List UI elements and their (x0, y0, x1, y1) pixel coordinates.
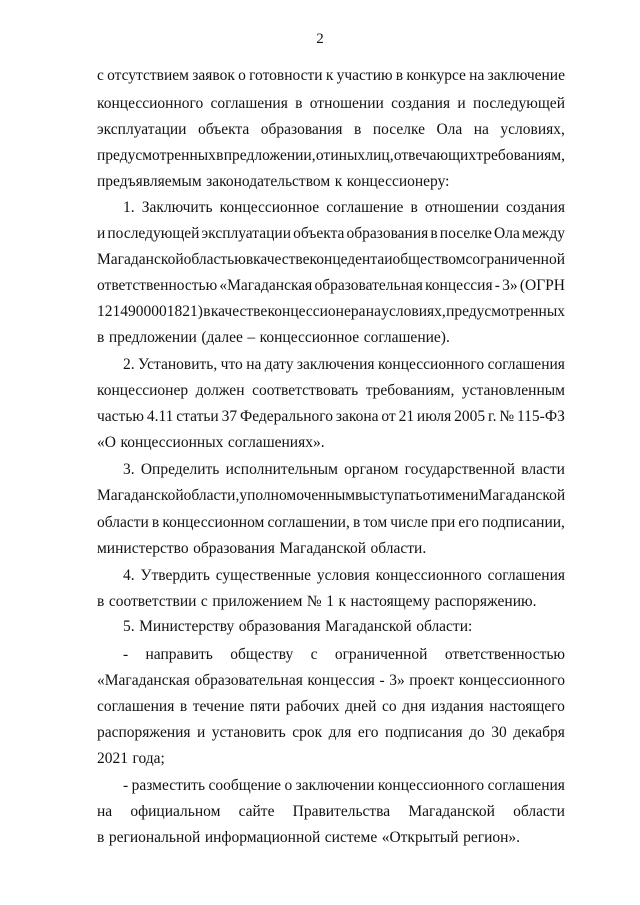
word: качестве (253, 251, 310, 268)
word: образования (260, 121, 343, 138)
word: в (410, 199, 418, 216)
word: от (422, 487, 437, 504)
word: при (430, 514, 456, 531)
text-line (97, 120, 565, 140)
word: эксплуатации (201, 225, 291, 242)
word: Магаданской (325, 618, 412, 635)
word: рабочих (285, 698, 340, 715)
word: со (381, 698, 397, 715)
word: в (430, 225, 438, 242)
word: Магаданской (97, 487, 184, 504)
word: между (521, 225, 565, 242)
word: от (315, 147, 331, 164)
text-line (97, 671, 565, 691)
word: до (469, 724, 485, 741)
word: заключения (296, 356, 375, 373)
word: региональной (108, 829, 201, 846)
word: условия (316, 567, 370, 584)
word: «Магаданская (219, 277, 313, 294)
word: иных (330, 147, 366, 164)
text-line (123, 776, 565, 796)
word: и (197, 724, 206, 741)
word: образовательная (314, 277, 423, 294)
word: - (494, 277, 500, 294)
text-line (97, 433, 565, 453)
word: 1 (326, 593, 334, 610)
word: поселке (439, 225, 492, 242)
word: его (357, 724, 379, 741)
word: на (97, 803, 113, 820)
word: с (97, 67, 104, 84)
text-line (123, 198, 565, 218)
text-line (97, 328, 565, 348)
word: концессионного (458, 672, 565, 689)
word: 2. (123, 356, 135, 373)
word: конкурсе (406, 67, 466, 84)
word: о (238, 67, 246, 84)
text-line (97, 94, 565, 114)
word: имени (436, 487, 479, 504)
word: в (179, 698, 188, 715)
word: последующей (472, 95, 565, 112)
word: 37 (221, 408, 238, 425)
text-line (123, 617, 565, 637)
word: концессионном (162, 514, 265, 531)
word: – (247, 329, 256, 346)
word: уполномоченным (239, 487, 356, 504)
text-line (97, 172, 565, 192)
word: предусмотренных (97, 147, 216, 164)
word: Магаданской (279, 540, 366, 557)
word: 21 (398, 408, 415, 425)
word: подписании, (482, 514, 565, 531)
word: концессионное (219, 199, 320, 216)
word: концессионного (377, 777, 485, 794)
word: в (97, 593, 105, 610)
word: «Открытый (381, 829, 459, 846)
word: издания (431, 698, 484, 715)
word: 30 (491, 724, 507, 741)
word: «О (97, 434, 116, 451)
word: заключении (295, 777, 375, 794)
word: частью (97, 408, 144, 425)
word: предъявляемым (97, 173, 202, 190)
word: 4. (123, 567, 135, 584)
word: заключение (487, 67, 565, 84)
word: сообщение (208, 777, 282, 794)
word: государственной (404, 461, 516, 478)
word: с (200, 593, 208, 610)
word: требованиям, (365, 382, 455, 399)
word: исполнительным (225, 461, 338, 478)
word: в (295, 95, 303, 112)
word: (ОГРН (519, 277, 565, 294)
text-line (123, 566, 565, 586)
word: в (395, 67, 404, 84)
word: обществу (230, 646, 294, 663)
word: распоряжению. (434, 593, 537, 610)
word: декабря (513, 724, 565, 741)
word: 5. (123, 618, 135, 635)
word: на (473, 121, 489, 138)
word: отношении (424, 199, 499, 216)
word: соглашения (210, 95, 288, 112)
word: системе (324, 829, 378, 846)
page-number: 2 (316, 31, 324, 47)
word: проект (409, 672, 455, 689)
word: настоящего (489, 698, 565, 715)
word: условиях, (381, 303, 446, 320)
word: последующей (107, 225, 200, 242)
word: области (513, 803, 565, 820)
word: с (310, 646, 318, 663)
word: том (363, 514, 388, 531)
word: Магаданской (478, 487, 566, 504)
word: области: (416, 618, 473, 635)
word: № (499, 408, 515, 425)
word: создания (506, 199, 565, 216)
word: концессионное (259, 329, 360, 346)
word: на (246, 356, 262, 373)
word: и (384, 251, 393, 268)
word: требованиям, (476, 147, 565, 164)
word: концессионеру: (346, 173, 450, 190)
word: установить (211, 724, 286, 741)
word: соглашения (97, 698, 175, 715)
word: Федерального (239, 408, 333, 425)
word: 2021 (97, 750, 128, 767)
word: на (365, 303, 381, 320)
word: что (220, 356, 243, 373)
word: - (379, 672, 385, 689)
text-line (97, 302, 565, 322)
word: соглашения (487, 567, 565, 584)
word: 3. (123, 461, 135, 478)
word: 3» (502, 277, 518, 294)
word: в (352, 514, 361, 531)
word: к (338, 593, 346, 610)
word: заявок (192, 67, 235, 84)
text-line (97, 749, 565, 769)
word: статьи (176, 408, 219, 425)
word: соглашениях». (227, 434, 325, 451)
word: с (465, 251, 473, 268)
word: приложением (212, 593, 303, 610)
word: 1214900001821) (97, 303, 203, 320)
word: соглашения (487, 356, 565, 373)
word: ограниченной (334, 646, 428, 663)
word: соответствовать (252, 382, 359, 399)
word: концессия (307, 672, 375, 689)
word: Утвердить (140, 567, 210, 584)
word: 3» (389, 672, 405, 689)
text-line (97, 486, 565, 506)
word: поселке (372, 121, 425, 138)
word: Заключить (141, 199, 213, 216)
word: в (245, 251, 254, 268)
word: в (97, 329, 105, 346)
word: июля (416, 408, 452, 425)
text-line (123, 355, 565, 375)
word: отношении (309, 95, 384, 112)
text-line (97, 224, 565, 244)
word: в (97, 829, 105, 846)
word: 4.11 (146, 408, 174, 425)
word: участию (336, 67, 393, 84)
word: образования (346, 225, 429, 242)
text-line (97, 539, 565, 559)
word: дней (345, 698, 377, 715)
word: его (458, 514, 480, 531)
word: соглашения (487, 777, 565, 794)
word: концессионера (267, 303, 366, 320)
text-line (97, 697, 565, 717)
word: дату (264, 356, 294, 373)
text-line (97, 513, 565, 533)
word: от (381, 408, 396, 425)
text-line (97, 66, 565, 86)
word: области (97, 514, 149, 531)
text-line (97, 592, 565, 612)
word: Ола (494, 225, 520, 242)
word: качестве (210, 303, 268, 320)
word: образования (238, 618, 321, 635)
word: к (325, 67, 334, 84)
word: Правительства (292, 803, 391, 820)
word: условиях, (500, 121, 565, 138)
word: эксплуатации (97, 121, 187, 138)
word: существенные (215, 567, 312, 584)
word: области. (370, 540, 427, 557)
word: законодательством (206, 173, 331, 190)
word: к (334, 173, 343, 190)
word: 115-ФЗ (517, 408, 565, 425)
word: соответствии (108, 593, 197, 610)
word: лиц, (365, 147, 394, 164)
word: Магаданской (97, 251, 184, 268)
word: в (354, 121, 362, 138)
word: настоящему (350, 593, 431, 610)
word: регион». (463, 829, 521, 846)
word: 1. (123, 199, 135, 216)
word: должен (195, 382, 245, 399)
word: установленным (461, 382, 565, 399)
word: концедента (309, 251, 385, 268)
word: сайте (238, 803, 275, 820)
word: соглашение). (363, 329, 450, 346)
word: образовательная (194, 672, 303, 689)
word: областью (183, 251, 246, 268)
text-line (97, 276, 565, 296)
word: выступать (355, 487, 423, 504)
word: № (306, 593, 322, 610)
word: о (284, 777, 293, 794)
word: г. (488, 408, 497, 425)
text-line (97, 723, 565, 743)
word: власти (521, 461, 565, 478)
word: министерство (97, 540, 189, 557)
word: соглашении, (267, 514, 350, 531)
word: органом (344, 461, 399, 478)
word: разместить (131, 777, 206, 794)
text-line (97, 407, 565, 427)
word: - (123, 777, 129, 794)
word: отсутствием (107, 67, 189, 84)
word: концессия (425, 277, 493, 294)
word: «Магаданская (97, 672, 190, 689)
word: распоряжения (97, 724, 191, 741)
word: соглашение (326, 199, 404, 216)
word: Министерству (139, 618, 235, 635)
word: (далее (201, 329, 243, 346)
word: Установить, (138, 356, 218, 373)
word: образования (193, 540, 275, 557)
word: - (123, 646, 129, 663)
word: официальном (130, 803, 221, 820)
word: предложении (108, 329, 197, 346)
word: области, (183, 487, 240, 504)
word: на (469, 67, 485, 84)
word: объекта (197, 121, 250, 138)
text-line (97, 381, 565, 401)
text-line (97, 802, 565, 822)
word: ответственностью (97, 277, 218, 294)
word: течение (192, 698, 245, 715)
word: ответственностью (444, 646, 565, 663)
word: обществом (392, 251, 466, 268)
word: пяти (249, 698, 281, 715)
word: и (457, 95, 466, 112)
word: концессионного (375, 567, 482, 584)
word: срок (292, 724, 323, 741)
word: предложении, (223, 147, 316, 164)
word: ограниченной (472, 251, 565, 268)
text-line (123, 645, 565, 665)
word: Ола (436, 121, 463, 138)
word: в (216, 147, 224, 164)
word: дня (402, 698, 426, 715)
word: и (97, 225, 106, 242)
word: 2005 (454, 408, 486, 425)
word: Определить (140, 461, 220, 478)
word: концессионер (97, 382, 189, 399)
word: в (203, 303, 211, 320)
word: объекта (293, 225, 345, 242)
word: создания (391, 95, 451, 112)
word: направить (145, 646, 213, 663)
word: подписания (384, 724, 463, 741)
word: числе (390, 514, 428, 531)
word: года; (132, 750, 165, 767)
word: готовности (249, 67, 323, 84)
word: отвечающих (393, 147, 477, 164)
word: концессионного (97, 95, 204, 112)
word: концессионных (120, 434, 224, 451)
word: Магаданской (408, 803, 495, 820)
word: в (151, 514, 160, 531)
text-line (97, 250, 565, 270)
word: закона (335, 408, 379, 425)
word: концессионного (377, 356, 485, 373)
word: информационной (204, 829, 321, 846)
word: для (328, 724, 352, 741)
text-line (97, 828, 565, 848)
text-line (123, 460, 565, 480)
word: предусмотренных (446, 303, 565, 320)
text-line (97, 146, 565, 166)
